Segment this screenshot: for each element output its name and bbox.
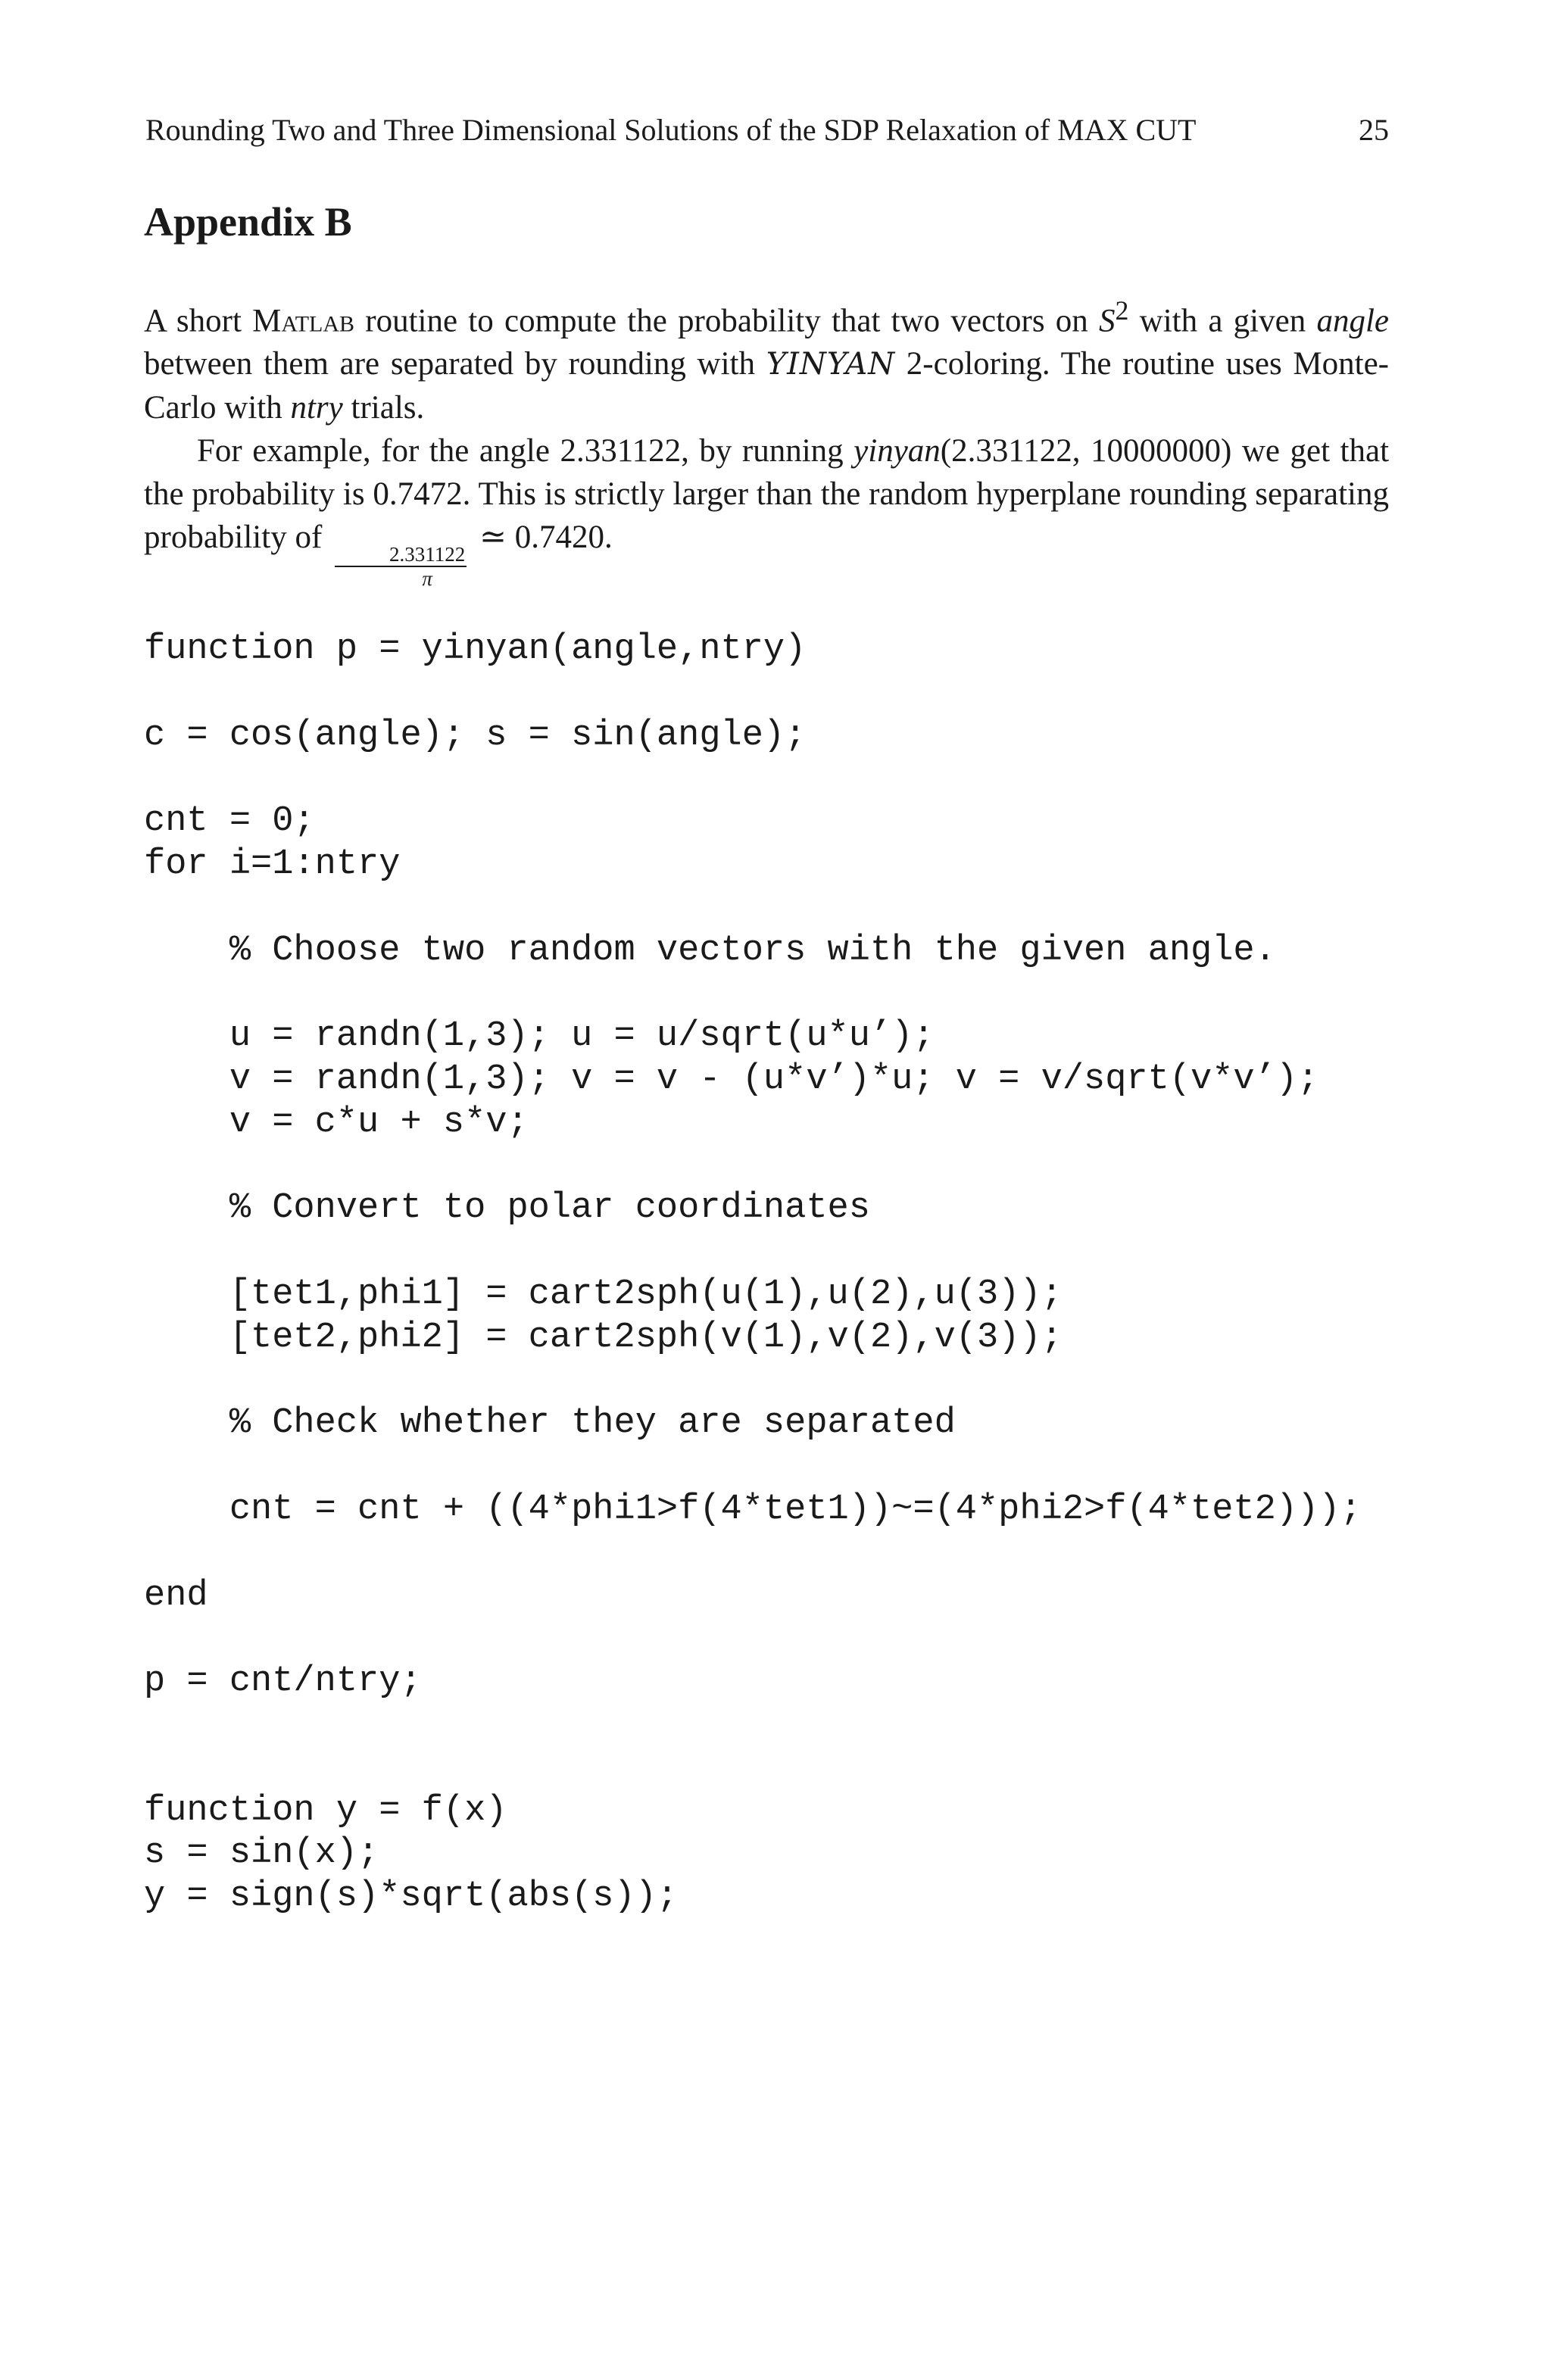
- yinyan-arguments: (2.331122, 10000000): [940, 433, 1232, 469]
- code-line: function p = yinyan(angle,ntry): [144, 629, 807, 669]
- appendix-heading: Appendix B: [144, 199, 352, 245]
- fraction-numerator: 2.331122: [335, 543, 467, 567]
- sphere-exponent: 2: [1115, 295, 1129, 326]
- angle-variable: angle: [1316, 303, 1389, 339]
- code-line: c = cos(angle); s = sin(angle);: [144, 715, 807, 756]
- code-line: % Check whether they are separated: [144, 1403, 956, 1444]
- matlab-code-listing: [144, 629, 1362, 1919]
- code-line: y = sign(s)*sqrt(abs(s));: [144, 1876, 679, 1917]
- code-line: end: [144, 1575, 208, 1616]
- matlab-name: Matlab: [252, 303, 355, 339]
- fraction-denominator: π: [422, 567, 432, 591]
- code-line: cnt = cnt + ((4*phi1>f(4*tet1))~=(4*phi2>f(4*tet2)));: [144, 1489, 1362, 1530]
- yinyan-function-name: yinyan: [854, 433, 941, 469]
- ntry-variable: ntry: [290, 390, 343, 426]
- code-line: [144, 1747, 1362, 1790]
- code-line: [144, 887, 1362, 930]
- page-number: 25: [1359, 113, 1389, 147]
- running-title: Rounding Two and Three Dimensional Solutions of the SDP Relaxation of MAX CUT: [145, 113, 1197, 147]
- code-line: [144, 1704, 1362, 1747]
- code-line: % Choose two random vectors with the given angle.: [144, 930, 1276, 971]
- code-line: [tet2,phi2] = cart2sph(v(1),v(2),v(3));: [144, 1317, 1063, 1358]
- code-line: function y = f(x): [144, 1790, 507, 1831]
- code-line: [144, 1446, 1362, 1489]
- code-line: [144, 672, 1362, 715]
- code-line: for i=1:ntry: [144, 844, 401, 884]
- angle-over-pi-fraction: [335, 543, 467, 590]
- code-line: [144, 1145, 1362, 1188]
- code-line: [144, 1360, 1362, 1403]
- example-paragraph: For example, for the angle 2.331122, by running yinyan(2.331122, 10000000) we get that the probability is 0.7472. This is strictly larger than the random hyperplane rounding separating probability of $\frac{2.331122}{\pi}$ ≃ 0.7420.: [144, 433, 1390, 591]
- code-line: % Convert to polar coordinates: [144, 1188, 870, 1229]
- sphere-symbol: S: [1099, 303, 1116, 339]
- code-line: [144, 1617, 1362, 1661]
- code-line: [144, 1231, 1362, 1274]
- code-line: s = sin(x);: [144, 1833, 379, 1874]
- code-line: p = cnt/ntry;: [144, 1661, 422, 1702]
- code-line: [144, 972, 1362, 1015]
- code-line: [tet1,phi1] = cart2sph(u(1),u(2),u(3));: [144, 1274, 1063, 1315]
- body-text: [144, 289, 1389, 590]
- running-header: [145, 112, 1389, 148]
- code-line: cnt = 0;: [144, 801, 315, 842]
- intro-paragraph: A short Matlab routine to compute the probability that two vectors on $S^2$ with a given angle between them are separated by rounding with YINYAN 2-coloring. The routine uses Monte-Carlo with ntry trials.: [144, 295, 1389, 426]
- code-line: v = randn(1,3); v = v - (u*v’)*u; v = v/sqrt(v*v’);: [144, 1059, 1319, 1100]
- code-line: [144, 757, 1362, 800]
- code-line: [144, 1532, 1362, 1575]
- yinyan-symbol: YINYAN: [766, 347, 896, 382]
- code-line: v = c*u + s*v;: [144, 1102, 529, 1143]
- code-line: u = randn(1,3); u = u/sqrt(u*u’);: [144, 1016, 935, 1057]
